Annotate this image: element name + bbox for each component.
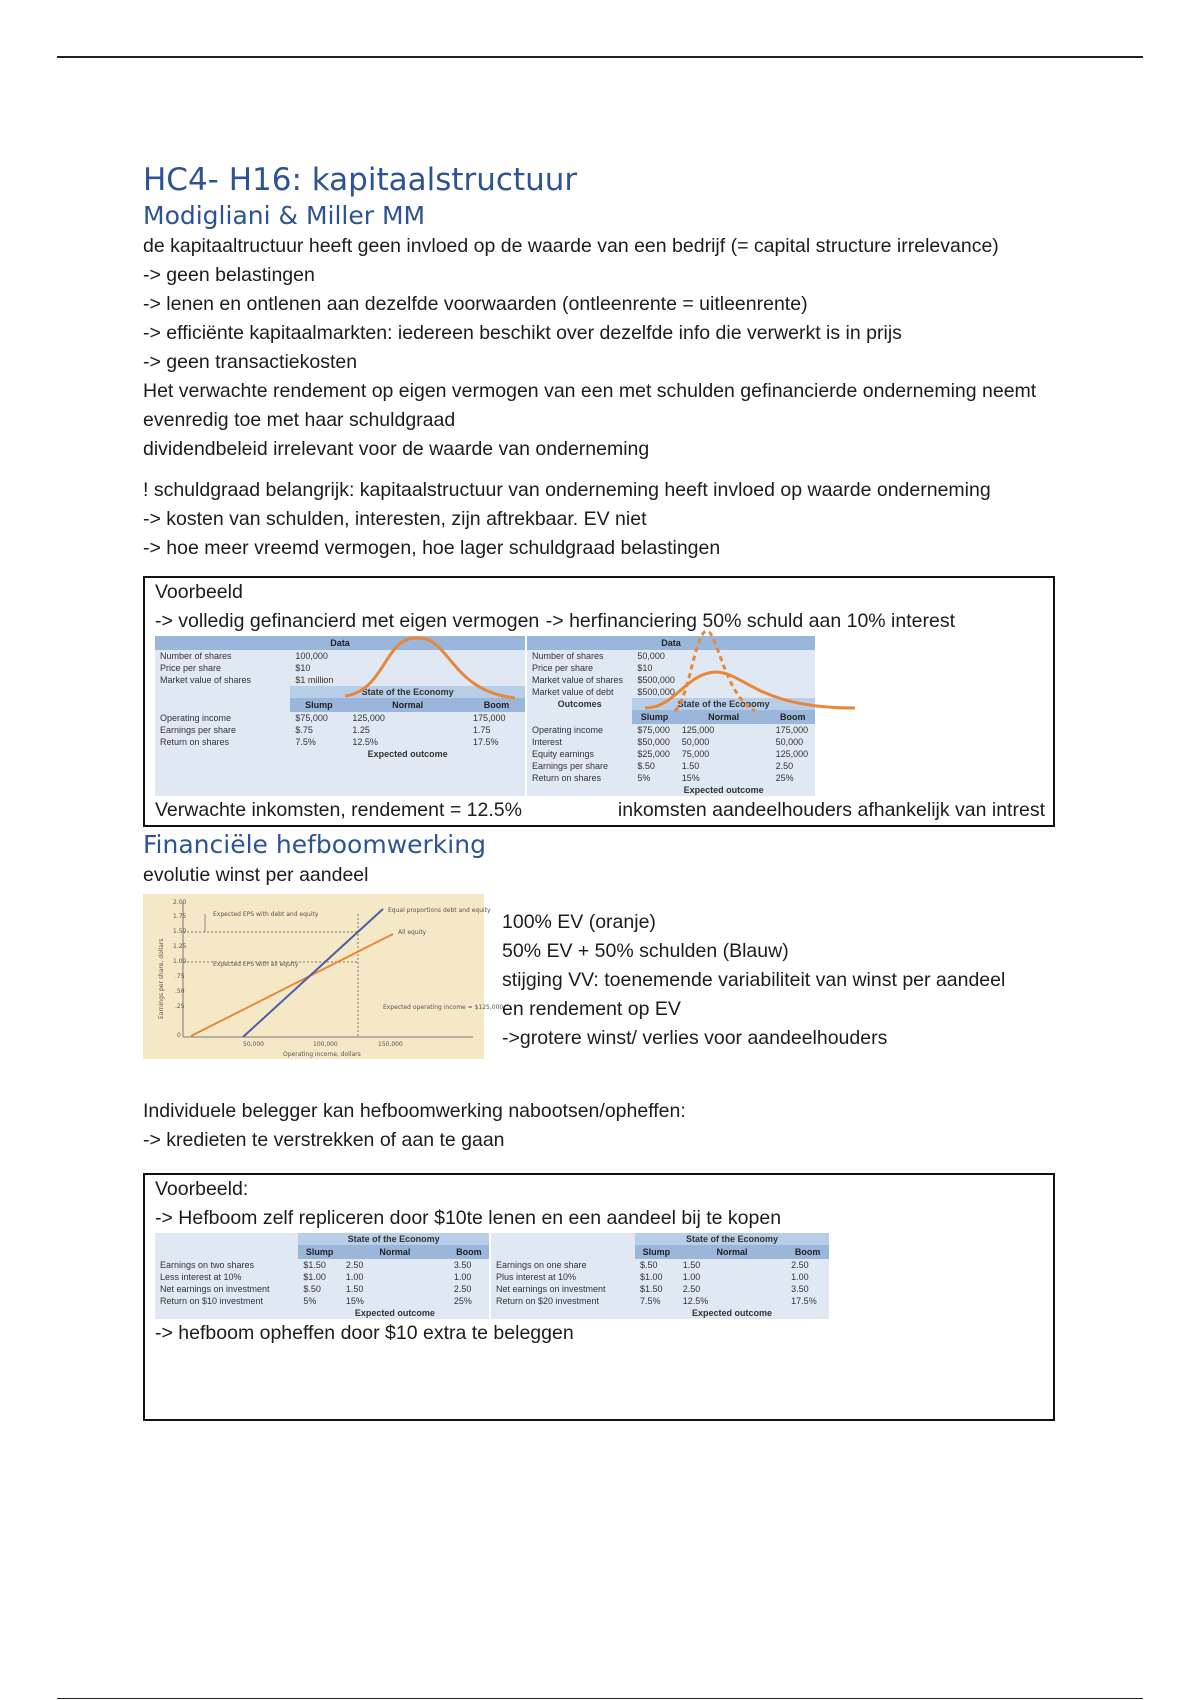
- paragraph: -> kosten van schulden, interesten, zijn aftrekbaar. EV niet: [143, 508, 647, 530]
- cell: 12.5%: [352, 737, 378, 747]
- cell: Market value of shares: [532, 675, 624, 685]
- cell: Net earnings on investment: [496, 1284, 606, 1294]
- top-rule: [57, 56, 1143, 58]
- cell: 17.5%: [791, 1296, 817, 1306]
- cell: 125,000: [775, 749, 809, 759]
- cell: $.50: [303, 1284, 321, 1294]
- expected-outcome-label: Expected outcome: [683, 785, 764, 795]
- y-tick: 1.75: [173, 913, 187, 920]
- cell: 2.50: [453, 1284, 472, 1294]
- outcomes-label: Outcomes: [557, 699, 602, 709]
- col-header: Slump: [632, 710, 676, 724]
- table-replicate-leverage: [155, 1233, 489, 1319]
- cell: 125,000: [352, 713, 385, 723]
- chart-note: stijging VV: toenemende variabiliteit van winst per aandeel en rendement op EV: [502, 969, 1006, 1020]
- cell: Market value of shares: [160, 675, 252, 685]
- table-undo-leverage: [491, 1233, 829, 1319]
- cell: 5%: [303, 1296, 317, 1306]
- x-tick: 150,000: [378, 1041, 403, 1048]
- paragraph: -> kredieten te verstrekken of aan te gaan: [143, 1129, 505, 1151]
- cell: 12.5%: [682, 1296, 709, 1306]
- cell: 1.50: [681, 761, 700, 771]
- cell: Market value of debt: [532, 687, 614, 697]
- cell: 175,000: [775, 725, 809, 735]
- cell: 1.50: [682, 1260, 701, 1270]
- cell: Price per share: [532, 663, 594, 673]
- cell: Net earnings on investment: [160, 1284, 270, 1294]
- y-tick: 2.00: [173, 899, 187, 906]
- chart-note: ->grotere winst/ verlies voor aandeelhouders: [502, 1027, 888, 1049]
- cell: Return on shares: [160, 737, 230, 747]
- cell: 1.00: [682, 1272, 701, 1282]
- cell: Earnings on two shares: [160, 1260, 255, 1270]
- cell: $1.00: [303, 1272, 326, 1282]
- example-label: Voorbeeld: [155, 581, 243, 603]
- cell: 17.5%: [472, 737, 499, 747]
- paragraph: evolutie winst per aandeel: [143, 864, 369, 886]
- x-axis-label: Operating income, dollars: [283, 1051, 361, 1058]
- col-header: Slump: [290, 698, 347, 712]
- cell: Price per share: [160, 663, 222, 673]
- example-box-2: [143, 1173, 1055, 1421]
- cell: $.50: [639, 1260, 658, 1270]
- expected-outcome-label: Expected outcome: [367, 749, 448, 759]
- y-tick: 1.50: [173, 928, 187, 935]
- cell: $75,000: [637, 725, 670, 735]
- table-band: State of the Economy: [298, 1233, 489, 1245]
- col-header: Boom: [771, 710, 815, 724]
- example-box-1: [143, 576, 1055, 827]
- eps-chart: [143, 894, 504, 1059]
- cell: $1.50: [639, 1284, 663, 1294]
- col-header: Slump: [635, 1245, 678, 1259]
- cell: $1 million: [295, 675, 334, 685]
- cell: 15%: [681, 773, 700, 783]
- cell: Less interest at 10%: [160, 1272, 242, 1282]
- page-title: HC4- H16: kapitaalstructuur: [143, 162, 578, 198]
- cell: Return on shares: [532, 773, 602, 783]
- cell: $10: [295, 663, 311, 673]
- annotation: Equal proportions debt and equity: [388, 907, 491, 914]
- cell: 25%: [453, 1296, 472, 1306]
- y-tick: .75: [175, 973, 185, 980]
- paragraph: de kapitaaltructuur heeft geen invloed op de waarde van een bedrijf (= capital structure irrelevance): [143, 235, 999, 257]
- cell: 75,000: [681, 749, 710, 759]
- series-debt-equity: [243, 909, 383, 1037]
- x-tick: 100,000: [313, 1041, 338, 1048]
- col-header: Slump: [298, 1245, 341, 1259]
- paragraph: Het verwachte rendement op eigen vermogen van een met schulden gefinancierde onderneming neemt evenredig toe met haar schuldgraad: [143, 380, 1037, 431]
- bottom-rule: [57, 1698, 1143, 1699]
- paragraph: -> lenen en ontlenen aan dezelfde voorwaarden (ontleenrente = uitleenrente): [143, 293, 808, 315]
- cell: 1.00: [345, 1272, 364, 1282]
- paragraph: -> geen belastingen: [143, 264, 315, 286]
- cell: 2.50: [791, 1260, 809, 1270]
- paragraph: -> efficiënte kapitaalmarkten: iedereen beschikt over dezelfde info die verwerkt is in prijs: [143, 322, 902, 344]
- cell: $500,000: [637, 687, 675, 697]
- example-result-right: inkomsten aandeelhouders afhankelijk van intrest: [617, 799, 1045, 821]
- y-axis-label: Earnings per share, dollars: [158, 938, 165, 1019]
- cell: Return on $10 investment: [160, 1296, 264, 1306]
- example-caption-left: -> volledig gefinancierd met eigen vermogen: [155, 610, 540, 632]
- table-band: State of the Economy: [632, 698, 815, 710]
- paragraph: ! schuldgraad belangrijk: kapitaalstructuur van onderneming heeft invloed op waarde onderneming: [143, 479, 991, 501]
- cell: $1.50: [303, 1260, 326, 1270]
- cell: $.50: [637, 761, 655, 771]
- table-header: Data: [155, 636, 525, 650]
- y-tick: .25: [175, 1003, 185, 1010]
- cell: $10: [637, 663, 653, 673]
- cell: 100,000: [295, 651, 328, 661]
- cell: 2.50: [682, 1284, 701, 1294]
- cell: Number of shares: [160, 651, 232, 661]
- cell: 3.50: [791, 1284, 809, 1294]
- annotation: All equity: [398, 929, 427, 936]
- cell: 2.50: [775, 761, 794, 771]
- cell: 25%: [775, 773, 794, 783]
- cell: Plus interest at 10%: [496, 1272, 577, 1282]
- section-heading-mm: Modigliani & Miller MM: [143, 201, 426, 230]
- expected-outcome-label: Expected outcome: [354, 1308, 435, 1318]
- cell: $50,000: [637, 737, 670, 747]
- cell: $500,000: [637, 675, 675, 685]
- table-band: State of the Economy: [290, 686, 525, 698]
- cell: Earnings on one share: [496, 1260, 587, 1270]
- example-caption-right: -> herfinanciering 50% schuld aan 10% interest: [545, 610, 955, 632]
- cell: 175,000: [472, 713, 506, 723]
- col-header: Normal: [347, 698, 468, 712]
- cell: $25,000: [637, 749, 670, 759]
- col-header: Boom: [449, 1245, 489, 1259]
- x-tick: 50,000: [243, 1041, 264, 1048]
- cell: 1.00: [791, 1272, 809, 1282]
- cell: 5%: [637, 773, 651, 783]
- example-caption: -> Hefboom zelf repliceren door $10te lenen en een aandeel bij te kopen: [155, 1207, 782, 1229]
- example-result: -> hefboom opheffen door $10 extra te beleggen: [155, 1322, 574, 1344]
- col-header: Boom: [786, 1245, 829, 1259]
- table-refinanced: [527, 636, 815, 796]
- col-header: Normal: [677, 710, 771, 724]
- series-all-equity: [191, 934, 393, 1036]
- y-tick: .50: [175, 988, 185, 995]
- cell: 50,000: [775, 737, 804, 747]
- cell: 3.50: [453, 1260, 472, 1270]
- cell: Operating income: [160, 713, 232, 723]
- cell: 1.00: [453, 1272, 472, 1282]
- cell: Earnings per share: [532, 761, 609, 771]
- cell: $.75: [295, 725, 313, 735]
- annotation: Expected operating income = $125,000: [383, 1004, 504, 1011]
- y-tick: 1.00: [173, 958, 187, 965]
- paragraph: -> hoe meer vreemd vermogen, hoe lager schuldgraad belastingen: [143, 537, 721, 559]
- cell: 1.50: [345, 1284, 364, 1294]
- section-heading-leverage: Financiële hefboomwerking: [143, 830, 486, 859]
- annotation: Expected EPS with debt and equity: [213, 911, 319, 918]
- table-band: State of the Economy: [635, 1233, 829, 1245]
- cell: Operating income: [532, 725, 604, 735]
- paragraph: -> geen transactiekosten: [143, 351, 358, 373]
- col-header: Normal: [341, 1245, 449, 1259]
- cell: 15%: [345, 1296, 364, 1306]
- cell: 2.50: [345, 1260, 364, 1270]
- cell: 1.75: [472, 725, 491, 735]
- chart-note: 100% EV (oranje): [502, 911, 656, 933]
- col-header: Normal: [678, 1245, 786, 1259]
- cell: Equity earnings: [532, 749, 595, 759]
- annotation: Expected EPS with all equity: [213, 961, 299, 968]
- paragraph: Individuele belegger kan hefboomwerking nabootsen/opheffen:: [143, 1100, 686, 1122]
- cell: 125,000: [681, 725, 715, 735]
- cell: Interest: [532, 737, 563, 747]
- example-label: Voorbeeld:: [155, 1178, 249, 1200]
- table-header: Data: [527, 636, 815, 650]
- cell: $75,000: [295, 713, 328, 723]
- table-all-equity: [155, 636, 525, 796]
- cell: 7.5%: [295, 737, 316, 747]
- chart-note: 50% EV + 50% schulden (Blauw): [502, 940, 789, 962]
- cell: 50,000: [637, 651, 665, 661]
- cell: 7.5%: [639, 1296, 661, 1306]
- cell: Return on $20 investment: [496, 1296, 600, 1306]
- example-result-left: Verwachte inkomsten, rendement = 12.5%: [155, 799, 522, 821]
- y-tick: 1.25: [173, 943, 187, 950]
- cell: $1.00: [639, 1272, 663, 1282]
- document-body: [143, 160, 1063, 1421]
- cell: 1.25: [352, 725, 370, 735]
- paragraph: dividendbeleid irrelevant voor de waarde van onderneming: [143, 438, 650, 460]
- cell: Earnings per share: [160, 725, 237, 735]
- col-header: Boom: [468, 698, 525, 712]
- cell: Number of shares: [532, 651, 604, 661]
- y-tick: 0: [177, 1032, 181, 1039]
- cell: 50,000: [681, 737, 710, 747]
- expected-outcome-label: Expected outcome: [691, 1308, 772, 1318]
